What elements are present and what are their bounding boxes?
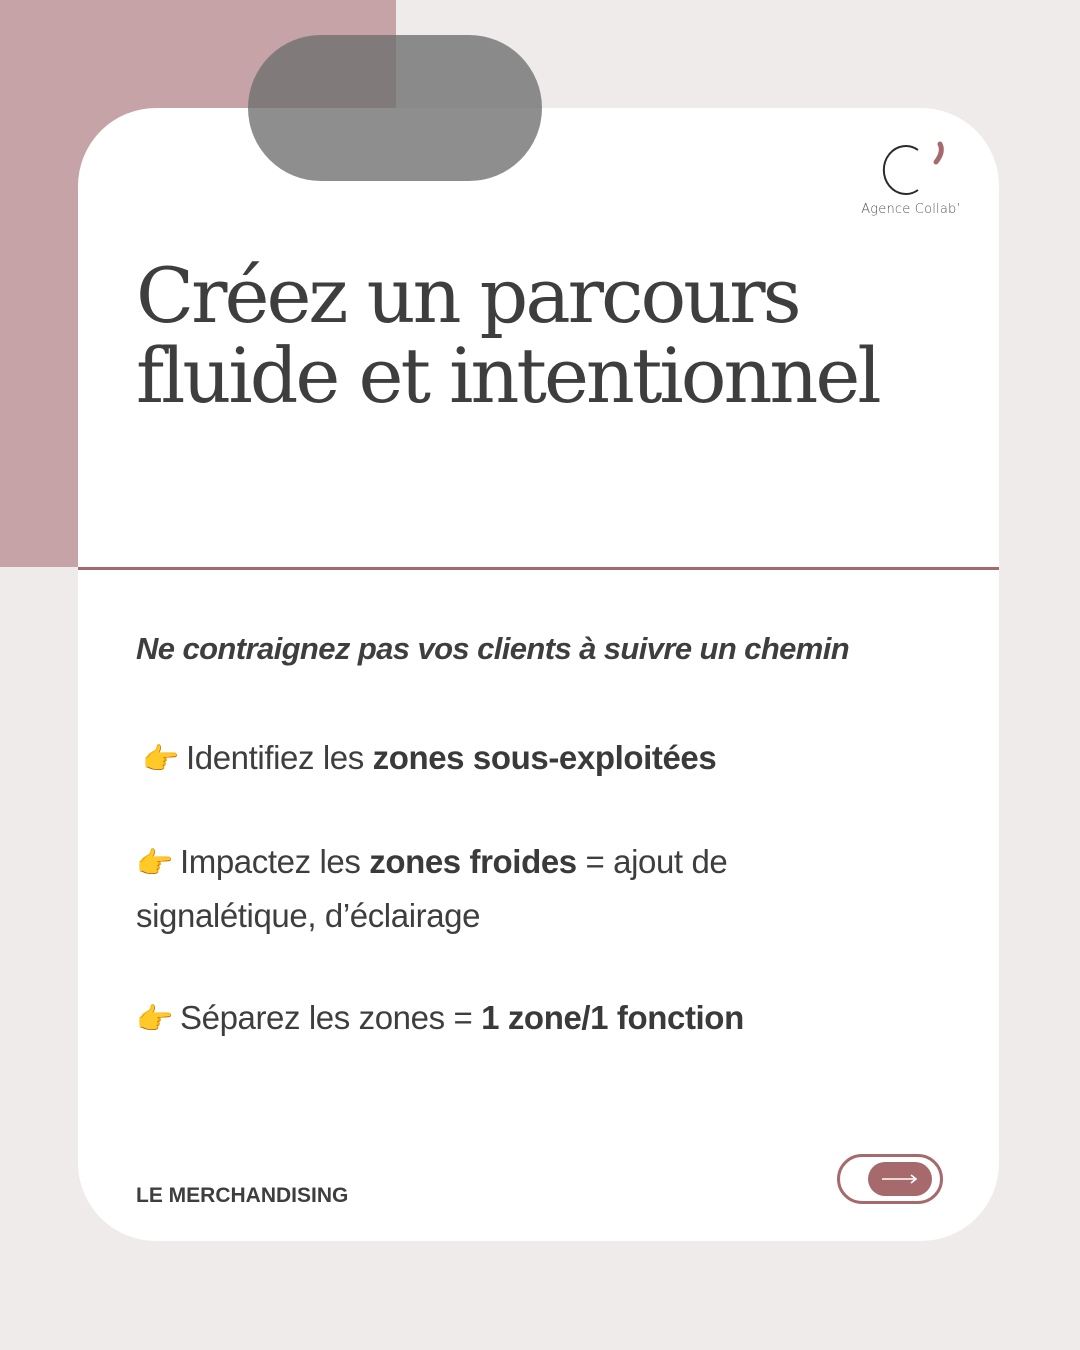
pointing-right-hand-icon: 👉 [142, 743, 179, 776]
list-item-text: Impactez les [180, 843, 370, 880]
list-item-emphasis: 1 zone/1 fonction [481, 999, 744, 1036]
list-item [136, 992, 916, 1046]
list-item-text-end: = ajout de signalétique, d’éclairage [136, 843, 728, 934]
list-item [136, 732, 916, 786]
list-item-text: Identifiez les [186, 739, 373, 776]
subtitle: Ne contraignez pas vos clients à suivre un chemin [136, 631, 850, 666]
next-button[interactable] [837, 1154, 943, 1204]
pointing-right-hand-icon: 👉 [136, 1003, 173, 1036]
page-title: Créez un parcours fluide et intentionnel [136, 251, 879, 420]
decorative-pill [248, 35, 542, 181]
list-item [136, 836, 916, 942]
arrow-right-icon [880, 1170, 920, 1188]
next-button-knob[interactable] [868, 1162, 932, 1196]
list-item-text: Séparez les zones = [180, 999, 482, 1036]
divider [78, 567, 999, 570]
brand-name: Agence Collab’ [861, 202, 961, 217]
list-item-emphasis: zones sous-exploitées [372, 739, 717, 776]
brand-logo [852, 138, 972, 228]
footer-label: LE MERCHANDISING [136, 1184, 349, 1207]
content-card [78, 108, 999, 1241]
pointing-right-hand-icon: 👉 [136, 847, 173, 880]
list-item-emphasis: zones froides [369, 843, 577, 880]
logo-mark-icon [874, 138, 954, 200]
